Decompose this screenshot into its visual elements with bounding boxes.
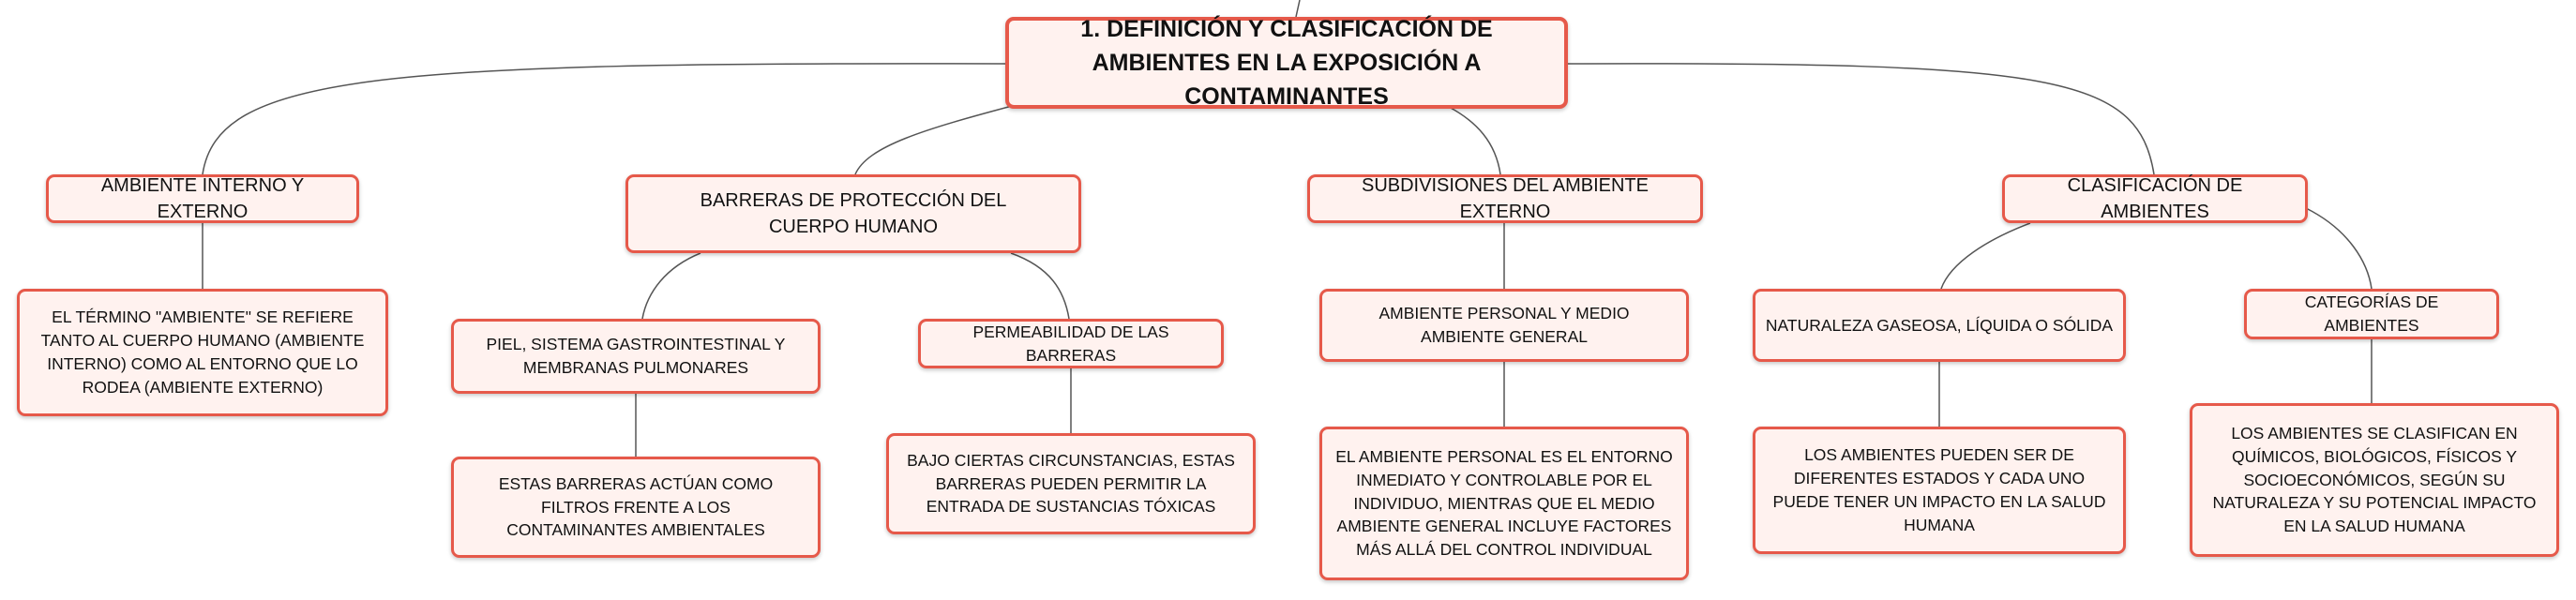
connector-root-branch-3: [1449, 107, 1500, 174]
topic-clasificacion-ambientes[interactable]: CLASIFICACIÓN DE AMBIENTES: [2002, 174, 2308, 223]
root-topic-node[interactable]: 1. DEFINICIÓN Y CLASIFICACIÓN DE AMBIENTES EN LA EXPOSICIÓN A CONTAMINANTES: [1005, 17, 1568, 109]
connector-root-branch-1: [203, 64, 1005, 174]
detail-categorias-clasificacion[interactable]: LOS AMBIENTES SE CLASIFICAN EN QUÍMICOS, BIOLÓGICOS, FÍSICOS Y SOCIOECONÓMICOS, SEGÚN SU NATURALEZA Y SU POTENCIAL IMPACTO EN LA SALUD HUMANA: [2190, 403, 2559, 557]
connector-b4-child-2: [2306, 208, 2372, 289]
detail-barreras-filtros[interactable]: ESTAS BARRERAS ACTÚAN COMO FILTROS FRENTE A LOS CONTAMINANTES AMBIENTALES: [451, 457, 821, 558]
connector-b2-child-2: [1011, 253, 1069, 319]
detail-termino-ambiente[interactable]: EL TÉRMINO "AMBIENTE" SE REFIERE TANTO AL CUERPO HUMANO (AMBIENTE INTERNO) COMO AL ENTORNO QUE LO RODEA (AMBIENTE EXTERNO): [17, 289, 388, 416]
subtopic-ambiente-personal-general[interactable]: AMBIENTE PERSONAL Y MEDIO AMBIENTE GENERAL: [1319, 289, 1689, 362]
detail-ambiente-personal[interactable]: EL AMBIENTE PERSONAL ES EL ENTORNO INMEDIATO Y CONTROLABLE POR EL INDIVIDUO, MIENTRAS QUE EL MEDIO AMBIENTE GENERAL INCLUYE FACTORES MÁS ALLÁ DEL CONTROL INDIVIDUAL: [1319, 427, 1689, 580]
topic-barreras-proteccion[interactable]: BARRERAS DE PROTECCIÓN DEL CUERPO HUMANO: [625, 174, 1081, 253]
connector-root-branch-4: [1565, 64, 2154, 174]
topic-ambiente-interno-externo[interactable]: AMBIENTE INTERNO Y EXTERNO: [46, 174, 359, 223]
topic-subdivisiones-ambiente-externo[interactable]: SUBDIVISIONES DEL AMBIENTE EXTERNO: [1307, 174, 1703, 223]
subtopic-permeabilidad-barreras[interactable]: PERMEABILIDAD DE LAS BARRERAS: [918, 319, 1224, 368]
subtopic-naturaleza-gaseosa-liquida-solida[interactable]: NATURALEZA GASEOSA, LÍQUIDA O SÓLIDA: [1753, 289, 2126, 362]
subtopic-categorias-ambientes[interactable]: CATEGORÍAS DE AMBIENTES: [2244, 289, 2499, 339]
detail-estados-ambientes[interactable]: LOS AMBIENTES PUEDEN SER DE DIFERENTES ESTADOS Y CADA UNO PUEDE TENER UN IMPACTO EN LA SALUD HUMANA: [1753, 427, 2126, 554]
connector-root-branch-2: [855, 105, 1016, 174]
connector-b2-child-1: [642, 253, 700, 319]
detail-barreras-permeables[interactable]: BAJO CIERTAS CIRCUNSTANCIAS, ESTAS BARRERAS PUEDEN PERMITIR LA ENTRADA DE SUSTANCIAS TÓXICAS: [886, 433, 1256, 534]
subtopic-piel-sistema-gastrointestinal[interactable]: PIEL, SISTEMA GASTROINTESTINAL Y MEMBRANAS PULMONARES: [451, 319, 821, 394]
connector-b4-child-1: [1941, 223, 2030, 289]
